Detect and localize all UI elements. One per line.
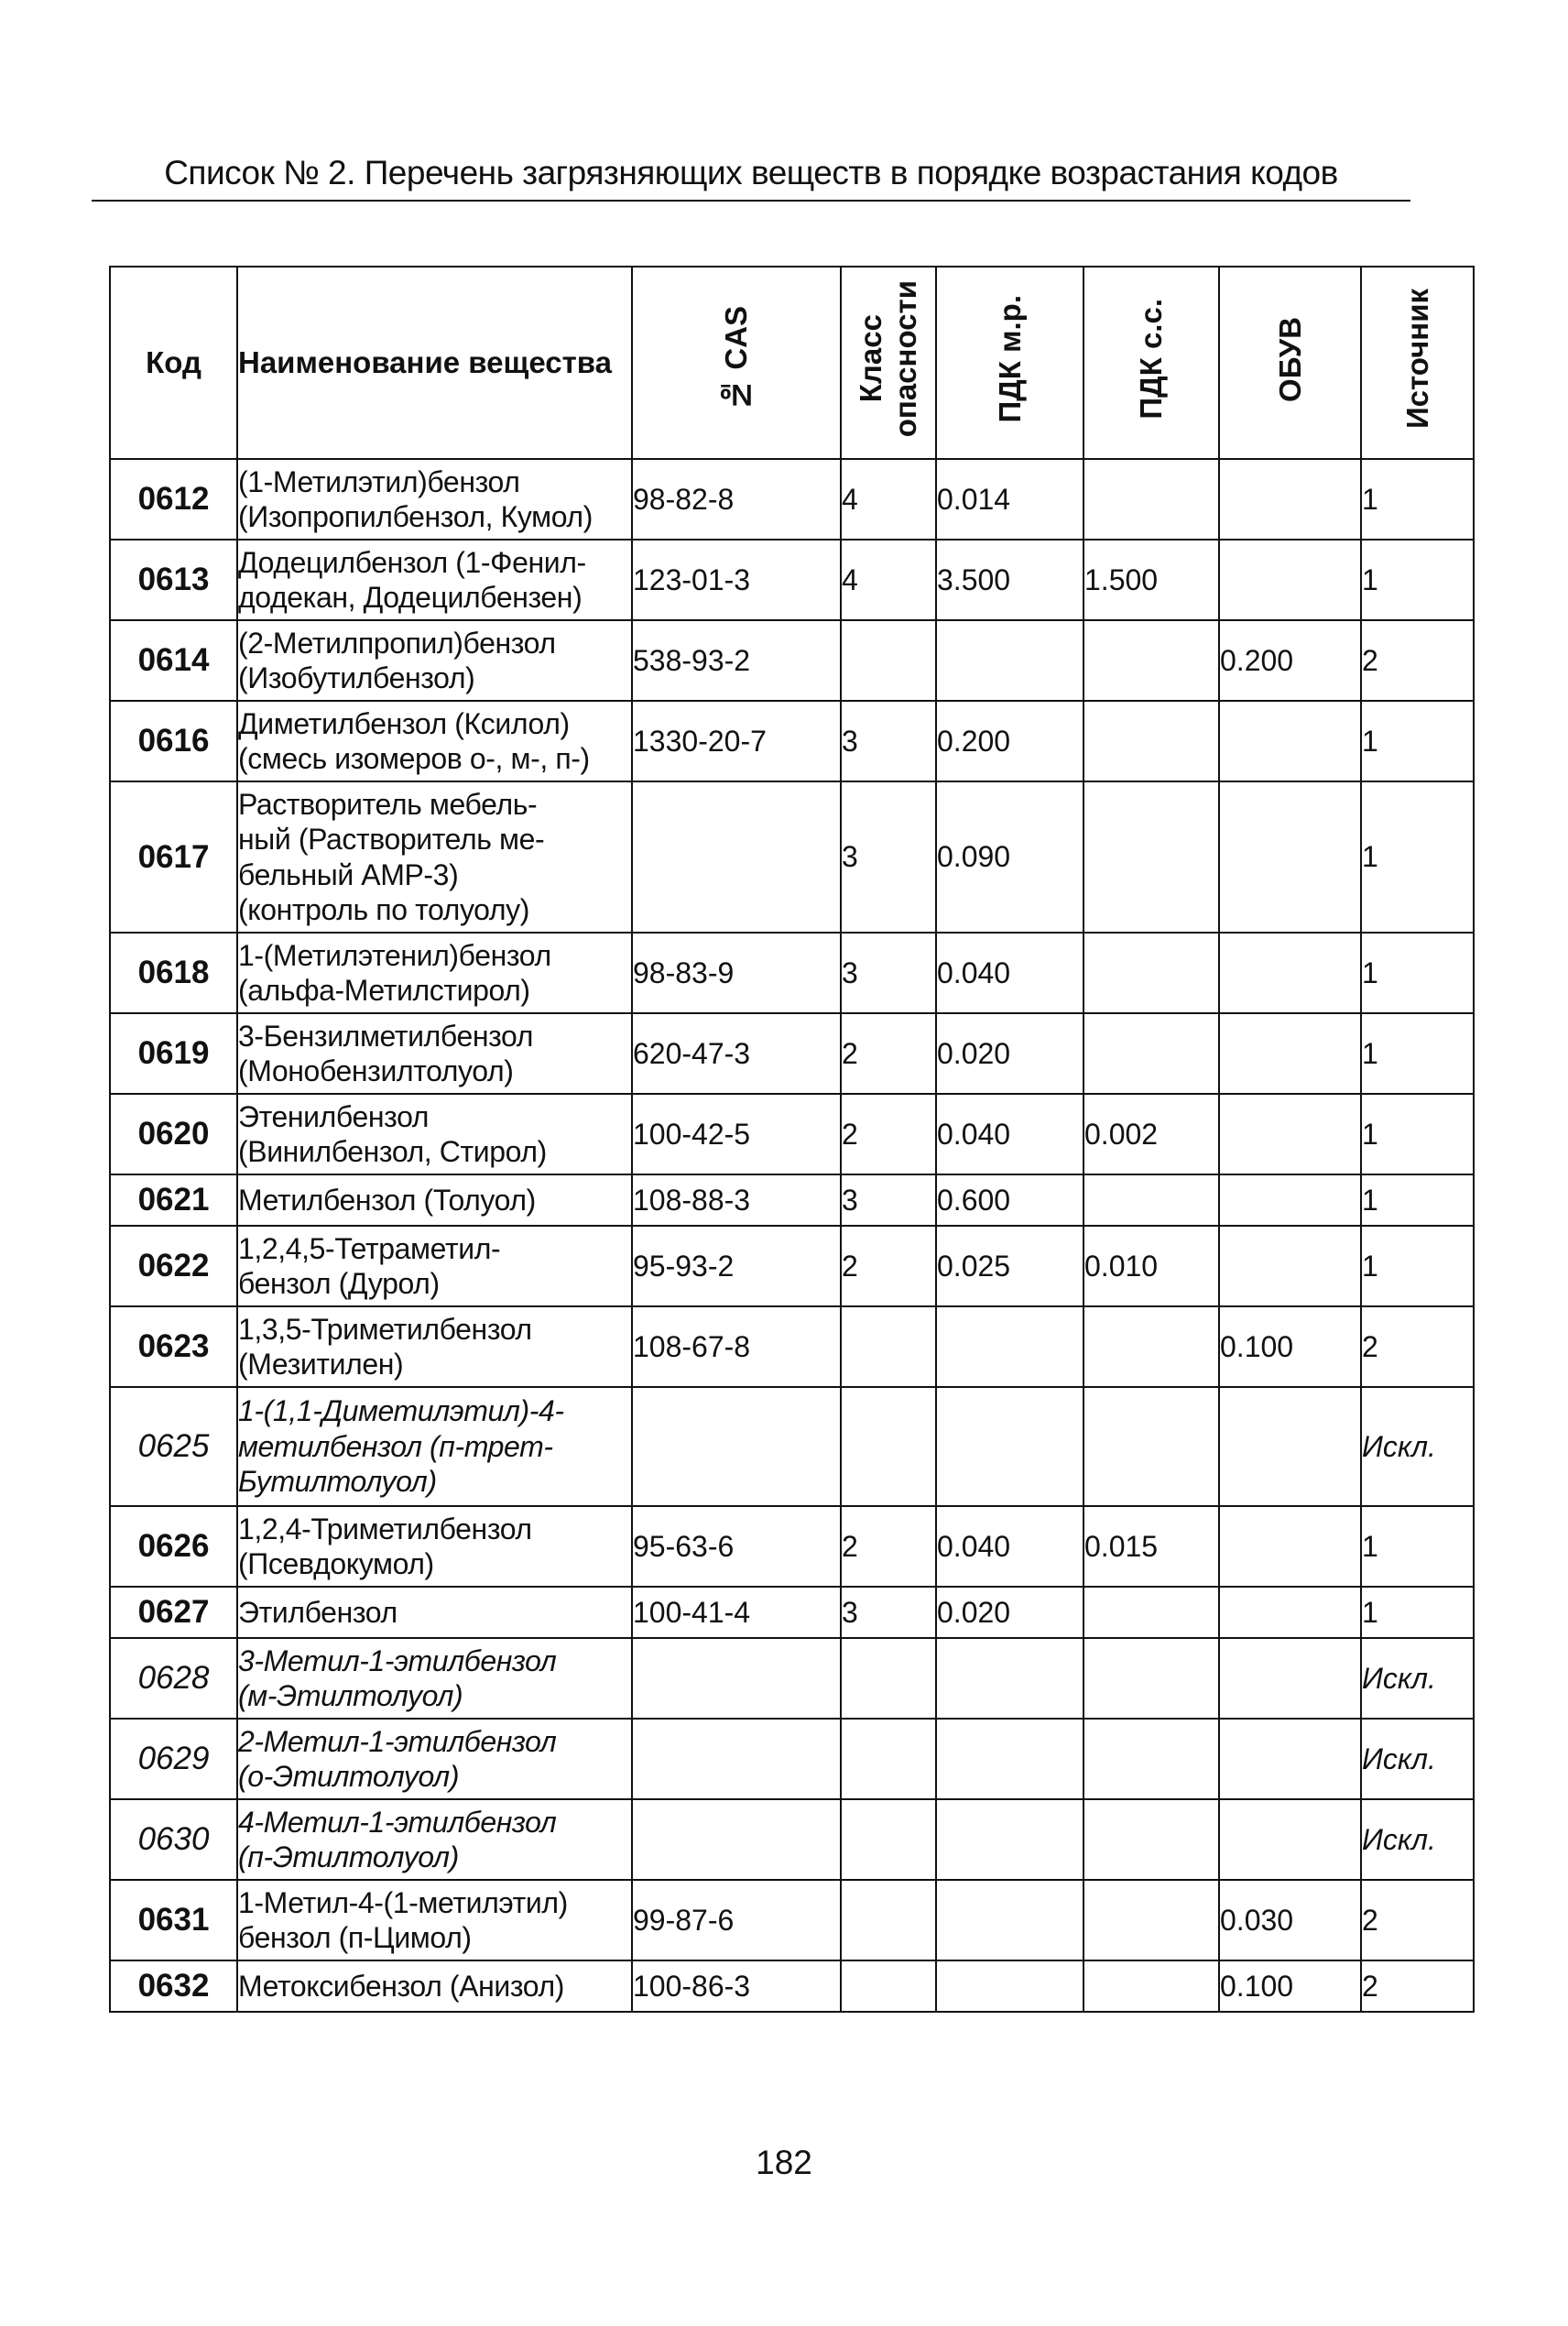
name-line: (Изобутилбензол) bbox=[238, 661, 475, 694]
cell-pdk-mr bbox=[936, 620, 1083, 701]
cell-pdk-ss bbox=[1083, 933, 1219, 1013]
cell-hazard-class: 3 bbox=[841, 1587, 936, 1638]
table-row bbox=[110, 540, 1474, 620]
cell-source: 1 bbox=[1361, 459, 1474, 540]
name-line: 1-(1,1-Диметилэтил)-4- bbox=[238, 1394, 564, 1428]
name-line: (Мезитилен) bbox=[238, 1348, 404, 1381]
cell-cas: 98-82-8 bbox=[632, 459, 841, 540]
cell-cas: 95-63-6 bbox=[632, 1506, 841, 1587]
cell-cas bbox=[632, 781, 841, 933]
cell-name bbox=[237, 1013, 632, 1094]
cell-pdk-ss bbox=[1083, 1387, 1219, 1506]
cell-cas: 100-42-5 bbox=[632, 1094, 841, 1174]
cell-obuv bbox=[1219, 1506, 1361, 1587]
name-line: Этенилбензол bbox=[238, 1099, 430, 1133]
table-row bbox=[110, 1013, 1474, 1094]
name-line: (Винилбензол, Стирол) bbox=[238, 1135, 547, 1168]
cell-name bbox=[237, 1587, 632, 1638]
cell-code: 0632 bbox=[110, 1960, 237, 2012]
name-line: (м-Этилтолуол) bbox=[238, 1679, 463, 1712]
cell-name bbox=[237, 781, 632, 933]
name-line: бензол (п-Цимол) bbox=[238, 1921, 472, 1954]
table-row bbox=[110, 1306, 1474, 1387]
cell-source: 1 bbox=[1361, 540, 1474, 620]
cell-pdk-mr: 0.600 bbox=[936, 1174, 1083, 1226]
cell-hazard-class: 3 bbox=[841, 701, 936, 781]
cell-name bbox=[237, 1799, 632, 1880]
cell-pdk-mr bbox=[936, 1960, 1083, 2012]
name-line: 4-Метил-1-этилбензол bbox=[238, 1805, 557, 1839]
name-line: 3-Бензилметилбензол bbox=[238, 1019, 533, 1053]
cell-obuv bbox=[1219, 1387, 1361, 1506]
cell-obuv bbox=[1219, 1638, 1361, 1719]
cell-name bbox=[237, 1387, 632, 1506]
cell-obuv: 0.200 bbox=[1219, 620, 1361, 701]
cell-hazard-class bbox=[841, 1306, 936, 1387]
cell-pdk-ss bbox=[1083, 1013, 1219, 1094]
cell-pdk-mr: 0.040 bbox=[936, 1506, 1083, 1587]
name-line: (Изопропилбензол, Кумол) bbox=[238, 500, 593, 533]
cell-obuv bbox=[1219, 1013, 1361, 1094]
name-line: (о-Этилтолуол) bbox=[238, 1760, 460, 1793]
cell-hazard-class bbox=[841, 1638, 936, 1719]
cell-code: 0613 bbox=[110, 540, 237, 620]
cell-pdk-mr bbox=[936, 1880, 1083, 1960]
cell-cas: 108-88-3 bbox=[632, 1174, 841, 1226]
name-line: ный (Растворитель ме- bbox=[238, 823, 545, 857]
table-row bbox=[110, 1587, 1474, 1638]
cell-pdk-mr: 0.020 bbox=[936, 1587, 1083, 1638]
cell-hazard-class bbox=[841, 1960, 936, 2012]
cell-name bbox=[237, 933, 632, 1013]
table-row bbox=[110, 459, 1474, 540]
cell-source: 2 bbox=[1361, 1880, 1474, 1960]
cell-cas: 98-83-9 bbox=[632, 933, 841, 1013]
cell-code: 0626 bbox=[110, 1506, 237, 1587]
cell-hazard-class: 2 bbox=[841, 1013, 936, 1094]
header-source-label: Источник bbox=[1399, 289, 1434, 430]
cell-source: 1 bbox=[1361, 933, 1474, 1013]
cell-code: 0627 bbox=[110, 1587, 237, 1638]
cell-pdk-ss bbox=[1083, 1306, 1219, 1387]
cell-pdk-mr: 0.090 bbox=[936, 781, 1083, 933]
cell-hazard-class bbox=[841, 1799, 936, 1880]
pollutants-table bbox=[109, 266, 1475, 2013]
cell-code: 0628 bbox=[110, 1638, 237, 1719]
cell-pdk-ss: 0.002 bbox=[1083, 1094, 1219, 1174]
header-row bbox=[110, 267, 1474, 459]
name-line: (п-Этилтолуол) bbox=[238, 1840, 459, 1873]
cell-source: 2 bbox=[1361, 1306, 1474, 1387]
cell-hazard-class: 2 bbox=[841, 1094, 936, 1174]
cell-code: 0618 bbox=[110, 933, 237, 1013]
header-name: Наименование вещества bbox=[237, 267, 632, 459]
name-line: 1-(Метилэтенил)бензол bbox=[238, 938, 551, 972]
cell-pdk-ss bbox=[1083, 1880, 1219, 1960]
cell-hazard-class: 3 bbox=[841, 781, 936, 933]
cell-code: 0620 bbox=[110, 1094, 237, 1174]
cell-obuv: 0.100 bbox=[1219, 1960, 1361, 2012]
table-row bbox=[110, 1226, 1474, 1306]
cell-cas bbox=[632, 1799, 841, 1880]
header-source bbox=[1361, 267, 1474, 459]
table-row bbox=[110, 1880, 1474, 1960]
cell-source: Искл. bbox=[1361, 1799, 1474, 1880]
cell-hazard-class bbox=[841, 1387, 936, 1506]
cell-obuv bbox=[1219, 701, 1361, 781]
header-obuv bbox=[1219, 267, 1361, 459]
cell-name bbox=[237, 701, 632, 781]
cell-hazard-class: 4 bbox=[841, 540, 936, 620]
cell-name bbox=[237, 1719, 632, 1799]
page-number: 182 bbox=[756, 2144, 812, 2181]
table-row bbox=[110, 1638, 1474, 1719]
cell-obuv bbox=[1219, 933, 1361, 1013]
table-row bbox=[110, 1094, 1474, 1174]
cell-cas: 95-93-2 bbox=[632, 1226, 841, 1306]
cell-code: 0623 bbox=[110, 1306, 237, 1387]
name-line: (альфа-Метилстирол) bbox=[238, 974, 530, 1007]
cell-source: Искл. bbox=[1361, 1387, 1474, 1506]
cell-code: 0625 bbox=[110, 1387, 237, 1506]
cell-obuv bbox=[1219, 1587, 1361, 1638]
cell-pdk-ss bbox=[1083, 1174, 1219, 1226]
header-pdk-mr-label: ПДК м.р. bbox=[992, 295, 1027, 423]
name-line: Растворитель мебель- bbox=[238, 787, 538, 821]
cell-source: 2 bbox=[1361, 1960, 1474, 2012]
cell-name bbox=[237, 620, 632, 701]
cell-code: 0622 bbox=[110, 1226, 237, 1306]
cell-code: 0631 bbox=[110, 1880, 237, 1960]
cell-hazard-class bbox=[841, 1880, 936, 1960]
name-line: метилбензол (п-трет- bbox=[238, 1429, 553, 1463]
header-cas-label: № CAS bbox=[719, 306, 754, 412]
cell-source: Искл. bbox=[1361, 1719, 1474, 1799]
name-line: бельный АМР-3) bbox=[238, 857, 459, 891]
name-line: Метоксибензол (Анизол) bbox=[238, 1969, 564, 2003]
cell-cas: 99-87-6 bbox=[632, 1880, 841, 1960]
cell-obuv bbox=[1219, 1094, 1361, 1174]
table-row bbox=[110, 1387, 1474, 1506]
cell-pdk-mr bbox=[936, 1799, 1083, 1880]
name-line: Бутилтолуол) bbox=[238, 1465, 437, 1499]
cell-name bbox=[237, 1306, 632, 1387]
title-underline bbox=[92, 200, 1410, 202]
cell-obuv bbox=[1219, 540, 1361, 620]
cell-pdk-ss bbox=[1083, 459, 1219, 540]
table-row bbox=[110, 1799, 1474, 1880]
cell-obuv bbox=[1219, 781, 1361, 933]
cell-name bbox=[237, 1226, 632, 1306]
cell-source: 1 bbox=[1361, 1587, 1474, 1638]
name-line: (Монобензилтолуол) bbox=[238, 1054, 514, 1087]
cell-obuv: 0.030 bbox=[1219, 1880, 1361, 1960]
table-row bbox=[110, 933, 1474, 1013]
cell-name bbox=[237, 1506, 632, 1587]
cell-hazard-class: 2 bbox=[841, 1226, 936, 1306]
name-line: 1,3,5-Триметилбензол bbox=[238, 1312, 532, 1346]
cell-obuv bbox=[1219, 1226, 1361, 1306]
table-row bbox=[110, 1960, 1474, 2012]
page-title: Список № 2. Перечень загрязняющих веществ в порядке возрастания кодов bbox=[164, 154, 1338, 191]
header-pdk-mr bbox=[936, 267, 1083, 459]
cell-name bbox=[237, 1960, 632, 2012]
name-line: Этилбензол bbox=[238, 1595, 397, 1629]
cell-source: 1 bbox=[1361, 1174, 1474, 1226]
cell-hazard-class bbox=[841, 1719, 936, 1799]
header-obuv-label: ОБУВ bbox=[1272, 316, 1307, 402]
cell-obuv bbox=[1219, 1174, 1361, 1226]
cell-pdk-mr: 0.200 bbox=[936, 701, 1083, 781]
cell-obuv: 0.100 bbox=[1219, 1306, 1361, 1387]
cell-pdk-mr: 3.500 bbox=[936, 540, 1083, 620]
name-line: (1-Метилэтил)бензол bbox=[238, 464, 520, 498]
cell-hazard-class: 2 bbox=[841, 1506, 936, 1587]
cell-source: 2 bbox=[1361, 620, 1474, 701]
table-row bbox=[110, 620, 1474, 701]
cell-source: 1 bbox=[1361, 1094, 1474, 1174]
cell-hazard-class: 3 bbox=[841, 933, 936, 1013]
cell-code: 0617 bbox=[110, 781, 237, 933]
table-row bbox=[110, 1719, 1474, 1799]
cell-pdk-ss bbox=[1083, 781, 1219, 933]
cell-obuv bbox=[1219, 1799, 1361, 1880]
name-line: (2-Метилпропил)бензол bbox=[238, 626, 556, 660]
cell-hazard-class: 3 bbox=[841, 1174, 936, 1226]
cell-code: 0621 bbox=[110, 1174, 237, 1226]
cell-pdk-mr bbox=[936, 1387, 1083, 1506]
header-pdk-ss bbox=[1083, 267, 1219, 459]
header-hazard-line1: Класс bbox=[854, 314, 888, 404]
cell-pdk-mr: 0.040 bbox=[936, 933, 1083, 1013]
cell-pdk-ss: 1.500 bbox=[1083, 540, 1219, 620]
cell-pdk-mr: 0.020 bbox=[936, 1013, 1083, 1094]
header-hazard-line2: опасности bbox=[888, 280, 922, 438]
cell-code: 0630 bbox=[110, 1799, 237, 1880]
header-pdk-ss-label: ПДК с.с. bbox=[1134, 299, 1169, 420]
cell-pdk-mr: 0.014 bbox=[936, 459, 1083, 540]
cell-pdk-ss: 0.015 bbox=[1083, 1506, 1219, 1587]
name-line: (смесь изомеров о-, м-, п-) bbox=[238, 742, 590, 775]
cell-hazard-class: 4 bbox=[841, 459, 936, 540]
cell-pdk-ss bbox=[1083, 1638, 1219, 1719]
cell-code: 0614 bbox=[110, 620, 237, 701]
cell-cas: 123-01-3 bbox=[632, 540, 841, 620]
cell-pdk-mr bbox=[936, 1306, 1083, 1387]
cell-code: 0629 bbox=[110, 1719, 237, 1799]
cell-name bbox=[237, 1094, 632, 1174]
table-row bbox=[110, 1506, 1474, 1587]
cell-code: 0619 bbox=[110, 1013, 237, 1094]
name-line: додекан, Додецилбензен) bbox=[238, 581, 583, 614]
cell-source: 1 bbox=[1361, 701, 1474, 781]
table-body bbox=[110, 459, 1474, 2012]
header-cas bbox=[632, 267, 841, 459]
name-line: 1-Метил-4-(1-метилэтил) bbox=[238, 1885, 568, 1919]
cell-pdk-mr: 0.025 bbox=[936, 1226, 1083, 1306]
name-line: Метилбензол (Толуол) bbox=[238, 1183, 536, 1217]
cell-cas bbox=[632, 1719, 841, 1799]
name-line: 1,2,4-Триметилбензол bbox=[238, 1512, 532, 1545]
header-hazard-class bbox=[841, 267, 936, 459]
name-line: 3-Метил-1-этилбензол bbox=[238, 1643, 557, 1677]
cell-obuv bbox=[1219, 1719, 1361, 1799]
cell-pdk-ss bbox=[1083, 701, 1219, 781]
table-row bbox=[110, 701, 1474, 781]
cell-cas: 620-47-3 bbox=[632, 1013, 841, 1094]
cell-obuv bbox=[1219, 459, 1361, 540]
header-hazard-label bbox=[854, 280, 923, 437]
cell-pdk-mr bbox=[936, 1719, 1083, 1799]
cell-name bbox=[237, 1880, 632, 1960]
cell-source: 1 bbox=[1361, 1013, 1474, 1094]
cell-code: 0616 bbox=[110, 701, 237, 781]
cell-pdk-mr bbox=[936, 1638, 1083, 1719]
cell-name bbox=[237, 1174, 632, 1226]
cell-pdk-ss bbox=[1083, 1719, 1219, 1799]
cell-code: 0612 bbox=[110, 459, 237, 540]
cell-pdk-ss bbox=[1083, 1960, 1219, 2012]
name-line: 2-Метил-1-этилбензол bbox=[238, 1724, 557, 1758]
cell-source: 1 bbox=[1361, 1226, 1474, 1306]
cell-source: Искл. bbox=[1361, 1638, 1474, 1719]
name-line: бензол (Дурол) bbox=[238, 1267, 440, 1300]
cell-pdk-ss bbox=[1083, 1587, 1219, 1638]
cell-pdk-mr: 0.040 bbox=[936, 1094, 1083, 1174]
header-code: Код bbox=[110, 267, 237, 459]
table-row bbox=[110, 781, 1474, 933]
cell-cas: 108-67-8 bbox=[632, 1306, 841, 1387]
name-line: (Псевдокумол) bbox=[238, 1547, 434, 1580]
cell-cas bbox=[632, 1387, 841, 1506]
cell-source: 1 bbox=[1361, 781, 1474, 933]
cell-name bbox=[237, 540, 632, 620]
name-line: 1,2,4,5-Тетраметил- bbox=[238, 1231, 501, 1265]
cell-cas: 538-93-2 bbox=[632, 620, 841, 701]
name-line: Додецилбензол (1-Фенил- bbox=[238, 545, 586, 579]
cell-cas bbox=[632, 1638, 841, 1719]
cell-name bbox=[237, 1638, 632, 1719]
cell-pdk-ss: 0.010 bbox=[1083, 1226, 1219, 1306]
cell-cas: 100-41-4 bbox=[632, 1587, 841, 1638]
cell-source: 1 bbox=[1361, 1506, 1474, 1587]
cell-pdk-ss bbox=[1083, 1799, 1219, 1880]
cell-cas: 100-86-3 bbox=[632, 1960, 841, 2012]
cell-pdk-ss bbox=[1083, 620, 1219, 701]
name-line: (контроль по толуолу) bbox=[238, 892, 529, 926]
cell-cas: 1330-20-7 bbox=[632, 701, 841, 781]
cell-name bbox=[237, 459, 632, 540]
cell-hazard-class bbox=[841, 620, 936, 701]
name-line: Диметилбензол (Ксилол) bbox=[238, 706, 570, 740]
table-row bbox=[110, 1174, 1474, 1226]
